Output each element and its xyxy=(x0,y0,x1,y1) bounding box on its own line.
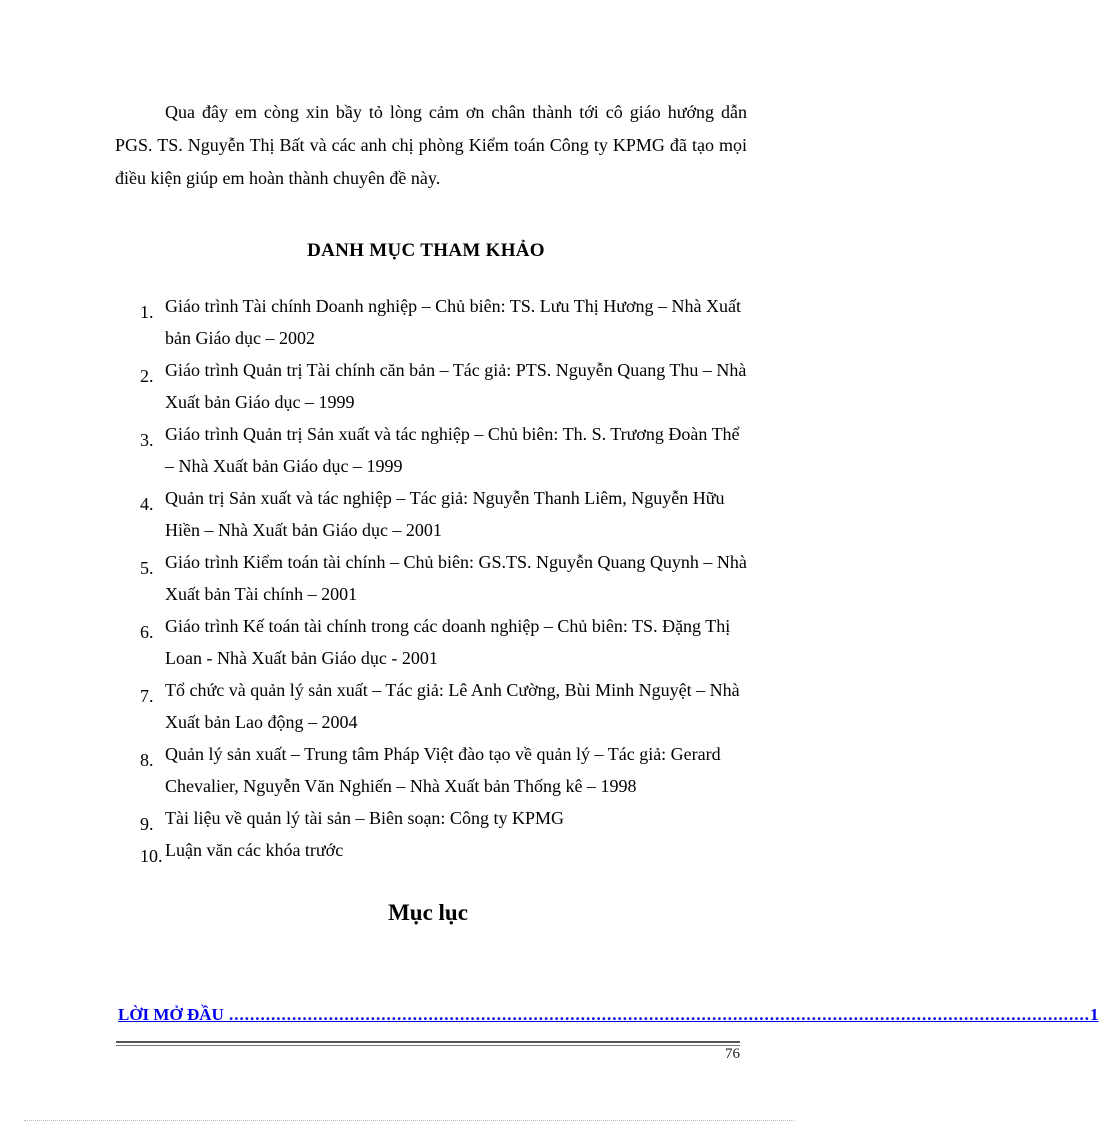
footer-rule xyxy=(116,1041,740,1043)
reference-number: 7. xyxy=(140,686,154,706)
reference-text: Giáo trình Kế toán tài chính trong các doanh nghiệp – Chủ biên: TS. Đặng Thị Loan - Nhà Xuất bản Giáo dục - 2001 xyxy=(165,616,731,668)
toc-title: Mục lục xyxy=(388,900,468,925)
reference-item xyxy=(140,738,750,802)
reference-number: 10. xyxy=(140,846,163,866)
toc-link-loi-mo-dau[interactable] xyxy=(118,1005,1099,1025)
reference-item xyxy=(140,290,750,354)
reference-item xyxy=(140,546,750,610)
reference-item xyxy=(140,354,750,418)
reference-number: 5. xyxy=(140,558,154,578)
acknowledgement-paragraph: Qua đây em còng xin bầy tỏ lòng cảm ơn chân thành tới cô giáo hướng dẫn PGS. TS. Nguyễn Thị Bất và các anh chị phòng Kiểm toán Công ty KPMG đã tạo mọi điều kiện giúp em hoàn thành chuyên đề này. xyxy=(115,102,747,188)
reference-number: 3. xyxy=(140,430,154,450)
reference-number: 9. xyxy=(140,814,154,834)
reference-item xyxy=(140,834,750,866)
references-list xyxy=(140,290,750,866)
reference-text: Quản lý sản xuất – Trung tâm Pháp Việt đào tạo về quản lý – Tác giả: Gerard Chevalier, Nguyễn Văn Nghiến – Nhà Xuất bản Thống kê – 1998 xyxy=(165,744,721,796)
reference-number: 6. xyxy=(140,622,154,642)
reference-number: 2. xyxy=(140,366,154,386)
reference-text: Giáo trình Kiểm toán tài chính – Chủ biên: GS.TS. Nguyễn Quang Quynh – Nhà Xuất bản Tài chính – 2001 xyxy=(165,552,747,604)
toc-entry-page: 1 xyxy=(1090,1005,1099,1024)
toc-leader-dots: .................................................................................................................................................................... xyxy=(223,1005,1091,1024)
reference-text: Giáo trình Tài chính Doanh nghiệp – Chủ biên: TS. Lưu Thị Hương – Nhà Xuất bản Giáo dục – 2002 xyxy=(165,296,741,348)
page-number: 76 xyxy=(725,1046,740,1062)
reference-number: 4. xyxy=(140,494,154,514)
reference-number: 1. xyxy=(140,302,154,322)
reference-item xyxy=(140,610,750,674)
reference-text: Quản trị Sản xuất và tác nghiệp – Tác giả: Nguyễn Thanh Liêm, Nguyễn Hữu Hiền – Nhà Xuất bản Giáo dục – 2001 xyxy=(165,488,725,540)
toc-entry-label: LỜI MỞ ĐẦU xyxy=(118,1005,224,1024)
footer-rule-thin xyxy=(116,1045,740,1046)
references-title: DANH MỤC THAM KHẢO xyxy=(307,240,545,261)
reference-item xyxy=(140,482,750,546)
reference-text: Luận văn các khóa trước xyxy=(165,840,344,860)
reference-text: Tài liệu về quản lý tài sản – Biên soạn: Công ty KPMG xyxy=(165,808,564,828)
reference-item xyxy=(140,418,750,482)
reference-item xyxy=(140,802,750,834)
reference-text: Giáo trình Quản trị Sản xuất và tác nghiệp – Chủ biên: Th. S. Trương Đoàn Thể – Nhà Xuất bản Giáo dục – 1999 xyxy=(165,424,740,476)
reference-number: 8. xyxy=(140,750,154,770)
page-edge-divider xyxy=(24,1120,794,1121)
reference-item xyxy=(140,674,750,738)
reference-text: Giáo trình Quản trị Tài chính căn bản – Tác giả: PTS. Nguyễn Quang Thu – Nhà Xuất bản Giáo dục – 1999 xyxy=(165,360,747,412)
reference-text: Tổ chức và quản lý sản xuất – Tác giả: Lê Anh Cường, Bùi Minh Nguyệt – Nhà Xuất bản Lao động – 2004 xyxy=(165,680,740,732)
